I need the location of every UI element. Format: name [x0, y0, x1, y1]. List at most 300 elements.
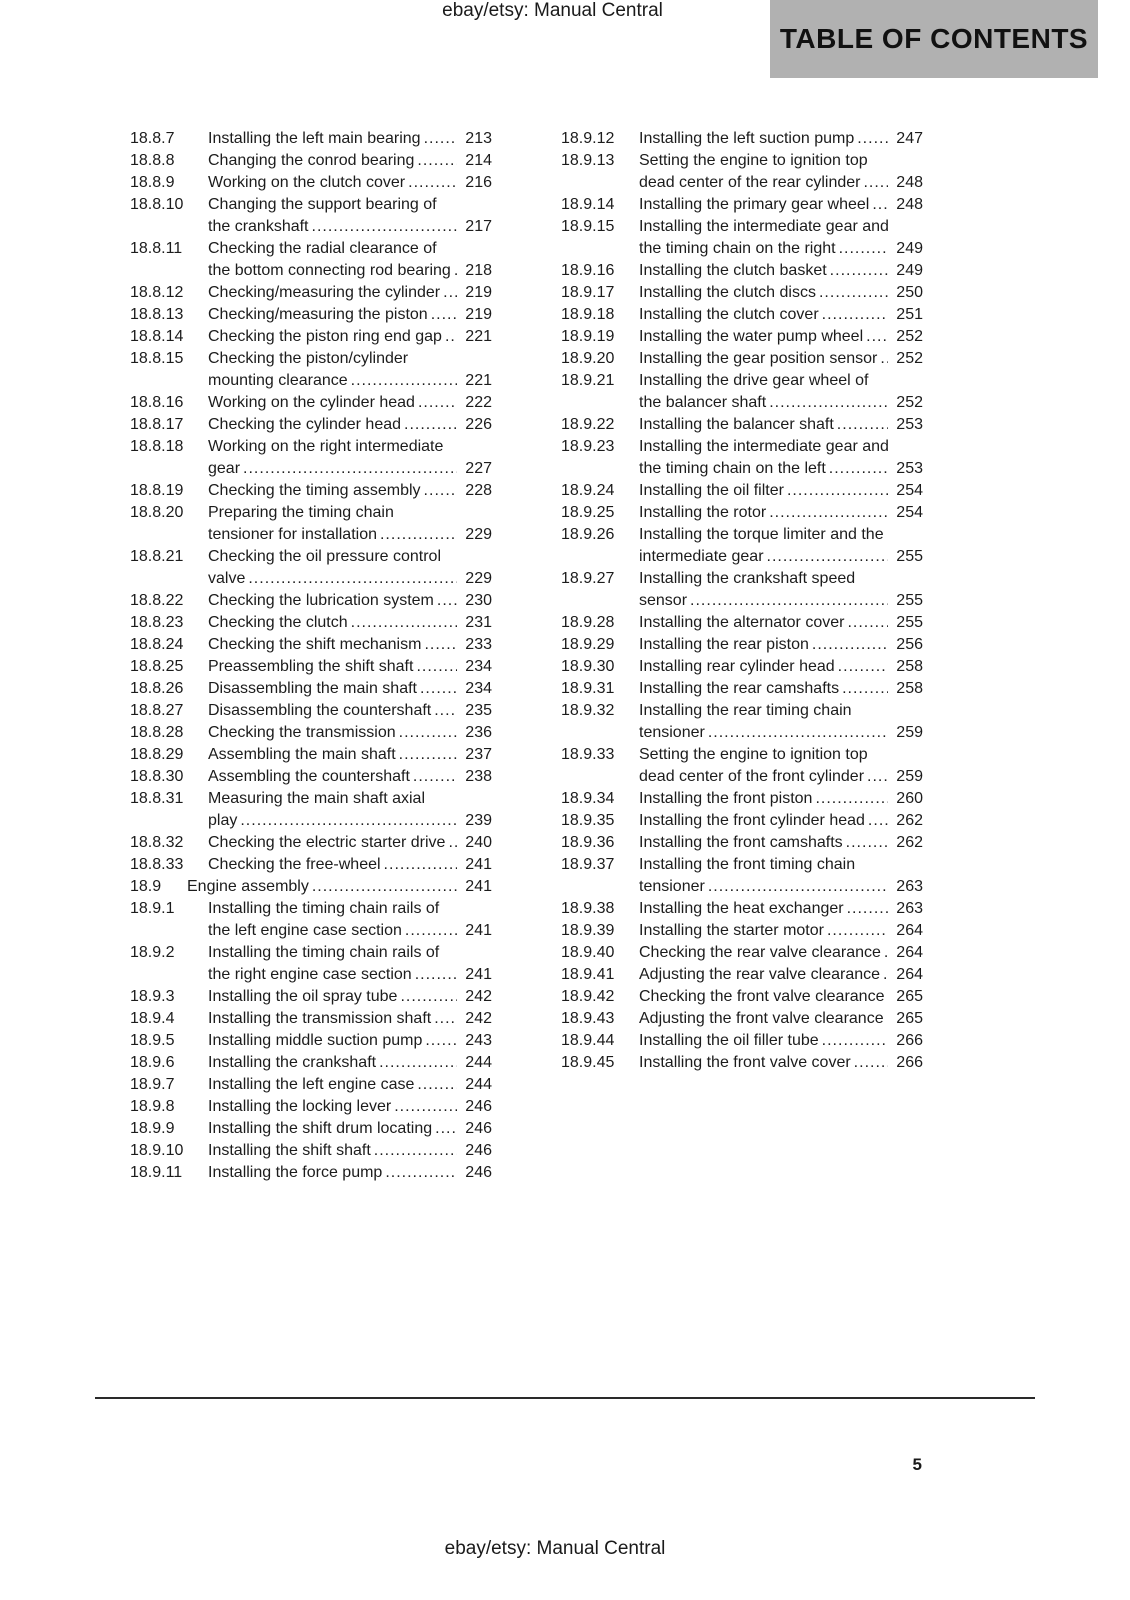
toc-entry	[130, 942, 492, 986]
toc-entry-body	[639, 898, 923, 920]
toc-entry-title: Assembling the countershaft	[208, 768, 410, 785]
toc-entry	[130, 414, 492, 436]
toc-column-right	[561, 128, 923, 1074]
toc-entry-number: 18.9.42	[561, 988, 615, 1005]
toc-entry-page: 234	[457, 656, 492, 678]
toc-entry-number: 18.9.34	[561, 790, 615, 807]
toc-entry-page: 255	[888, 590, 923, 612]
toc-entry	[561, 502, 923, 524]
toc-entry	[130, 194, 492, 238]
toc-entry-body	[208, 546, 492, 590]
toc-entry-title: Checking/measuring the cylinder	[208, 284, 441, 301]
toc-entry-body	[639, 700, 923, 744]
toc-entry-body	[208, 1030, 492, 1052]
toc-entry-number: 18.9.11	[130, 1164, 183, 1181]
toc-entry-title: Installing the front camshafts	[639, 834, 843, 851]
toc-entry	[130, 612, 492, 634]
toc-entry	[561, 436, 923, 480]
toc-entry-body	[208, 678, 492, 700]
toc-entry-title: Checking the transmission	[208, 724, 396, 741]
toc-entry-body	[639, 744, 923, 788]
toc-entry-title: Installing the left main bearing	[208, 130, 421, 147]
toc-entry-title: Installing the rear camshafts	[639, 680, 840, 697]
toc-entry-number: 18.9.27	[561, 570, 615, 587]
toc-entry	[130, 986, 492, 1008]
toc-entry-page: 229	[457, 524, 492, 546]
toc-entry-body	[639, 304, 923, 326]
toc-entry-title: Checking the radial clearance of the bottom connecting rod bearing	[208, 240, 451, 279]
toc-entry	[130, 392, 492, 414]
toc-entry	[561, 810, 923, 832]
toc-entry-body	[639, 370, 923, 414]
toc-entry-body	[208, 942, 492, 986]
toc-entry-title: Engine assembly	[187, 878, 309, 895]
toc-entry-number: 18.9.38	[561, 900, 615, 917]
toc-entry-body	[639, 832, 923, 854]
toc-entry-title: Installing the rear timing chain tensioner	[639, 702, 852, 741]
toc-entry-page: 240	[457, 832, 492, 854]
toc-entry-number: 18.9.39	[561, 922, 615, 939]
toc-entry-page: 264	[888, 920, 923, 942]
page-title: TABLE OF CONTENTS	[779, 23, 1089, 54]
toc-entry-number: 18.9.4	[130, 1010, 175, 1027]
toc-entry-body	[208, 172, 492, 194]
toc-entry-number: 18.8.18	[130, 438, 184, 455]
toc-entry-title: Installing the torque limiter and the intermediate gear	[639, 526, 884, 565]
toc-entry-number: 18.8.23	[130, 614, 184, 631]
toc-entry-number: 18.9.10	[130, 1142, 184, 1159]
toc-entry	[561, 964, 923, 986]
toc-entry	[561, 304, 923, 326]
toc-entry	[130, 700, 492, 722]
toc-entry	[561, 260, 923, 282]
toc-entry-body	[208, 656, 492, 678]
toc-entry-number: 18.8.13	[130, 306, 184, 323]
toc-entry-body	[208, 414, 492, 436]
toc-entry-body	[208, 788, 492, 832]
toc-entry-page: 253	[888, 414, 923, 436]
toc-entry-title: Installing the front cylinder head	[639, 812, 865, 829]
toc-entry-number: 18.9.14	[561, 196, 615, 213]
toc-entry-title: Installing the oil filler tube	[639, 1032, 819, 1049]
toc-entry-page: 256	[888, 634, 923, 656]
toc-entry-page: 246	[457, 1096, 492, 1118]
toc-entry-body	[639, 788, 923, 810]
toc-entry-page: 213	[457, 128, 492, 150]
toc-entry-body	[639, 964, 923, 986]
toc-entry	[130, 1008, 492, 1030]
toc-entry-body	[208, 1008, 492, 1030]
toc-entry	[561, 370, 923, 414]
toc-entry-body	[639, 942, 923, 964]
toc-entry-title: Installing the left engine case	[208, 1076, 415, 1093]
toc-entry-number: 18.8.9	[130, 174, 175, 191]
toc-entry-page: 219	[457, 282, 492, 304]
toc-entry-title: Checking the clutch	[208, 614, 348, 631]
toc-entry-number: 18.9.19	[561, 328, 615, 345]
toc-entry	[130, 766, 492, 788]
toc-entry-page: 254	[888, 502, 923, 524]
toc-entry-number: 18.9.35	[561, 812, 615, 829]
toc-entry-title: Installing the rotor	[639, 504, 767, 521]
toc-entry-title: Installing the intermediate gear and the timing chain on the right	[639, 218, 889, 257]
toc-entry-page: 262	[888, 810, 923, 832]
toc-entry-body	[187, 876, 492, 898]
toc-entry	[561, 524, 923, 568]
toc-entry-number: 18.9.12	[561, 130, 615, 147]
toc-entry-body	[639, 1052, 923, 1074]
toc-entry-body	[208, 1096, 492, 1118]
toc-entry-number: 18.8.21	[130, 548, 184, 565]
toc-entry-page: 238	[457, 766, 492, 788]
toc-entry	[561, 788, 923, 810]
toc-entry-page: 226	[457, 414, 492, 436]
toc-entry-title: Installing the drive gear wheel of the balancer shaft	[639, 372, 869, 411]
toc-entry-title: Preparing the timing chain tensioner for installation	[208, 504, 394, 543]
toc-entry-number: 18.9.17	[561, 284, 615, 301]
toc-entry-number: 18.9.30	[561, 658, 615, 675]
toc-entry-title: Installing the timing chain rails of the right engine case section	[208, 944, 440, 983]
toc-entry-body	[208, 854, 492, 876]
toc-entry-title: Installing the crankshaft	[208, 1054, 377, 1071]
toc-entry-number: 18.8.8	[130, 152, 175, 169]
toc-entry	[130, 634, 492, 656]
toc-entry-page: 252	[888, 326, 923, 348]
toc-entry-number: 18.8.11	[130, 240, 183, 257]
toc-entry-number: 18.9.5	[130, 1032, 175, 1049]
toc-entry-number: 18.9	[130, 878, 162, 895]
toc-entry	[561, 326, 923, 348]
toc-entry-page: 265	[888, 1008, 923, 1030]
toc-entry-number: 18.9.28	[561, 614, 615, 631]
toc-entry-number: 18.9.16	[561, 262, 615, 279]
toc-entry-page: 236	[457, 722, 492, 744]
toc-entry-title: Installing the clutch cover	[639, 306, 819, 323]
toc-entry-page: 246	[457, 1118, 492, 1140]
toc-entry	[561, 1030, 923, 1052]
toc-entry-body	[639, 810, 923, 832]
toc-entry-number: 18.8.22	[130, 592, 184, 609]
toc-entry-page: 244	[457, 1052, 492, 1074]
toc-entry-title: Installing the oil spray tube	[208, 988, 398, 1005]
toc-entry-number: 18.8.7	[130, 130, 175, 147]
toc-entry-number: 18.8.19	[130, 482, 184, 499]
toc-entry	[561, 612, 923, 634]
toc-entry-number: 18.9.29	[561, 636, 615, 653]
toc-entry-number: 18.9.3	[130, 988, 175, 1005]
toc-entry-title: Installing the shift drum locating	[208, 1120, 433, 1137]
toc-entry-body	[208, 1074, 492, 1096]
toc-entry-title: Setting the engine to ignition top dead center of the rear cylinder	[639, 152, 868, 191]
toc-entry-number: 18.9.13	[561, 152, 615, 169]
toc-entry-page: 263	[888, 898, 923, 920]
toc-entry-title: Installing the locking lever	[208, 1098, 392, 1115]
toc-entry-number: 18.9.1	[130, 900, 175, 917]
toc-entry-title: Installing the primary gear wheel	[639, 196, 870, 213]
toc-entry-page: 253	[888, 458, 923, 480]
toc-entry-page: 248	[888, 172, 923, 194]
toc-entry-number: 18.9.20	[561, 350, 615, 367]
toc-entry-page: 260	[888, 788, 923, 810]
toc-entry	[130, 172, 492, 194]
toc-entry-body	[639, 678, 923, 700]
toc-entry-number: 18.9.37	[561, 856, 615, 873]
toc-entry-title: Installing rear cylinder head	[639, 658, 835, 675]
toc-entry-number: 18.8.16	[130, 394, 184, 411]
toc-entry-body	[208, 722, 492, 744]
toc-entry	[130, 678, 492, 700]
toc-entry-number: 18.9.15	[561, 218, 615, 235]
toc-entry	[130, 1140, 492, 1162]
toc-entry-page: 227	[457, 458, 492, 480]
toc-entry-number: 18.9.26	[561, 526, 615, 543]
toc-entry-number: 18.9.25	[561, 504, 615, 521]
toc-entry	[130, 282, 492, 304]
toc-entry	[130, 1030, 492, 1052]
toc-entry-number: 18.8.27	[130, 702, 184, 719]
toc-entry-page: 243	[457, 1030, 492, 1052]
toc-entry	[130, 1118, 492, 1140]
toc-entry	[561, 832, 923, 854]
toc-entry-body	[208, 612, 492, 634]
toc-entry	[130, 480, 492, 502]
toc-entry-body	[639, 216, 923, 260]
toc-entry-title: Adjusting the front valve clearance	[639, 1010, 884, 1027]
toc-entry-page: 249	[888, 238, 923, 260]
toc-entry	[561, 678, 923, 700]
toc-entry-page: 241	[457, 876, 492, 898]
toc-entry-page: 244	[457, 1074, 492, 1096]
toc-entry-number: 18.9.6	[130, 1054, 175, 1071]
toc-entry	[130, 722, 492, 744]
toc-entry-number: 18.9.18	[561, 306, 615, 323]
toc-entry-page: 266	[888, 1052, 923, 1074]
toc-entry	[561, 568, 923, 612]
toc-entry	[561, 1052, 923, 1074]
toc-entry-number: 18.8.12	[130, 284, 184, 301]
toc-entry-title: Checking the lubrication system	[208, 592, 434, 609]
toc-entry-body	[208, 480, 492, 502]
toc-entry-page: 218	[457, 260, 492, 282]
toc-entry-page: 221	[457, 326, 492, 348]
toc-entry-body	[639, 1008, 923, 1030]
toc-entry	[561, 942, 923, 964]
toc-entry	[561, 194, 923, 216]
toc-entry-page: 246	[457, 1162, 492, 1184]
toc-entry-number: 18.8.33	[130, 856, 184, 873]
toc-entry-number: 18.8.17	[130, 416, 184, 433]
toc-entry	[130, 1052, 492, 1074]
toc-entry-page: 252	[888, 392, 923, 414]
toc-entry-number: 18.9.31	[561, 680, 615, 697]
toc-entry	[130, 348, 492, 392]
toc-entry-page: 255	[888, 612, 923, 634]
toc-entry-body	[208, 1118, 492, 1140]
toc-entry	[561, 854, 923, 898]
toc-entry-body	[208, 392, 492, 414]
toc-entry-title: Installing the shift shaft	[208, 1142, 371, 1159]
toc-entry-title: Installing the clutch discs	[639, 284, 816, 301]
toc-entry	[561, 128, 923, 150]
toc-entry-page: 258	[888, 678, 923, 700]
toc-entry	[130, 832, 492, 854]
toc-entry-title: Installing the left suction pump	[639, 130, 855, 147]
toc-entry-body	[639, 656, 923, 678]
toc-entry-title: Working on the clutch cover	[208, 174, 406, 191]
toc-entry	[130, 150, 492, 172]
page-number: 5	[912, 1455, 922, 1474]
toc-entry-body	[639, 150, 923, 194]
toc-entry	[130, 1074, 492, 1096]
toc-entry-page: 250	[888, 282, 923, 304]
toc-entry	[561, 744, 923, 788]
toc-entry-body	[208, 766, 492, 788]
toc-entry-number: 18.8.31	[130, 790, 184, 807]
toc-entry-body	[639, 1030, 923, 1052]
toc-entry-title: Checking the rear valve clearance	[639, 944, 881, 961]
toc-entry-title: Installing the timing chain rails of the left engine case section	[208, 900, 440, 939]
toc-entry	[130, 1096, 492, 1118]
toc-entry-page: 254	[888, 480, 923, 502]
toc-entry	[130, 546, 492, 590]
toc-entry-number: 18.8.32	[130, 834, 184, 851]
toc-entry-title: Installing middle suction pump	[208, 1032, 423, 1049]
toc-entry-body	[639, 634, 923, 656]
toc-entry-page: 235	[457, 700, 492, 722]
toc-entry-title: Installing the alternator cover	[639, 614, 845, 631]
toc-entry-number: 18.8.10	[130, 196, 184, 213]
toc-entry-body	[639, 920, 923, 942]
toc-entry-title: Installing the oil filter	[639, 482, 784, 499]
toc-entry-title: Installing the front piston	[639, 790, 813, 807]
toc-entry-title: Installing the front valve cover	[639, 1054, 851, 1071]
toc-entry-title: Installing the front timing chain tensioner	[639, 856, 856, 895]
toc-entry	[130, 502, 492, 546]
toc-entry	[561, 480, 923, 502]
toc-entry-title: Measuring the main shaft axial play	[208, 790, 425, 829]
toc-entry	[561, 150, 923, 194]
toc-entry-page: 239	[457, 810, 492, 832]
toc-entry-number: 18.9.2	[130, 944, 175, 961]
toc-entry	[561, 634, 923, 656]
toc-entry-title: Checking the cylinder head	[208, 416, 402, 433]
toc-entry-title: Working on the cylinder head	[208, 394, 415, 411]
toc-entry-number: 18.9.24	[561, 482, 615, 499]
toc-entry	[130, 590, 492, 612]
toc-entry-number: 18.9.33	[561, 746, 615, 763]
toc-entry-body	[639, 414, 923, 436]
toc-entry-page: 251	[888, 304, 923, 326]
toc-entry-page: 265	[888, 986, 923, 1008]
top-watermark: ebay/etsy: Manual Central	[442, 0, 663, 21]
toc-entry-page: 266	[888, 1030, 923, 1052]
toc-entry-page: 247	[888, 128, 923, 150]
toc-entry-number: 18.9.22	[561, 416, 615, 433]
toc-entry-number: 18.9.9	[130, 1120, 175, 1137]
toc-entry-title: Installing the force pump	[208, 1164, 383, 1181]
toc-entry-body	[639, 524, 923, 568]
toc-entry	[561, 348, 923, 370]
toc-entry-body	[639, 480, 923, 502]
toc-entry-body	[208, 304, 492, 326]
toc-entry	[130, 304, 492, 326]
toc-entry	[130, 788, 492, 832]
toc-entry-page: 219	[457, 304, 492, 326]
toc-entry-body	[208, 326, 492, 348]
toc-entry	[561, 414, 923, 436]
toc-entry-body	[639, 986, 923, 1008]
toc-entry	[130, 238, 492, 282]
toc-entry-page: 241	[457, 854, 492, 876]
toc-entry-number: 18.9.32	[561, 702, 615, 719]
toc-entry-title: Installing the crankshaft speed sensor	[639, 570, 856, 609]
toc-entry-body	[639, 282, 923, 304]
toc-entry-page: 252	[888, 348, 923, 370]
toc-entry-body	[208, 282, 492, 304]
bottom-watermark: ebay/etsy: Manual Central	[444, 1538, 666, 1559]
toc-entry-body	[639, 436, 923, 480]
toc-entry-body	[208, 348, 492, 392]
toc-entry-page: 241	[457, 920, 492, 942]
toc-entry-body	[208, 238, 492, 282]
toc-entry	[130, 744, 492, 766]
toc-entry	[130, 876, 492, 898]
toc-entry-page: 234	[457, 678, 492, 700]
toc-entry-title: Checking the free-wheel	[208, 856, 381, 873]
toc-entry-body	[639, 326, 923, 348]
toc-entry-page: 228	[457, 480, 492, 502]
toc-entry-number: 18.8.15	[130, 350, 184, 367]
toc-entry-title: Installing the gear position sensor	[639, 350, 878, 367]
toc-entry-number: 18.9.45	[561, 1054, 615, 1071]
toc-entry-title: Changing the support bearing of the crankshaft	[208, 196, 437, 235]
toc-entry-number: 18.8.20	[130, 504, 184, 521]
toc-entry-body	[208, 128, 492, 150]
toc-entry	[130, 898, 492, 942]
toc-entry-number: 18.9.23	[561, 438, 615, 455]
toc-entry-body	[639, 348, 923, 370]
toc-entry-page: 217	[457, 216, 492, 238]
toc-entry-title: Installing the starter motor	[639, 922, 824, 939]
toc-entry-number: 18.9.43	[561, 1010, 615, 1027]
toc-entry	[130, 128, 492, 150]
toc-columns	[130, 128, 923, 1184]
toc-entry-title: Checking the shift mechanism	[208, 636, 422, 653]
toc-entry-page: 237	[457, 744, 492, 766]
footer-rule	[95, 1397, 1035, 1399]
toc-entry-body	[639, 260, 923, 282]
toc-entry-page: 216	[457, 172, 492, 194]
toc-entry-title: Checking the timing assembly	[208, 482, 421, 499]
toc-entry-title: Checking/measuring the piston	[208, 306, 428, 323]
toc-entry-title: Working on the right intermediate gear	[208, 438, 444, 477]
toc-entry-body	[208, 502, 492, 546]
toc-entry-title: Checking the electric starter drive	[208, 834, 446, 851]
toc-entry	[130, 436, 492, 480]
toc-entry-number: 18.8.25	[130, 658, 184, 675]
toc-entry-page: 258	[888, 656, 923, 678]
toc-entry-page: 242	[457, 1008, 492, 1030]
toc-entry-page: 229	[457, 568, 492, 590]
toc-entry-page: 246	[457, 1140, 492, 1162]
toc-entry-number: 18.9.21	[561, 372, 615, 389]
toc-entry-number: 18.9.40	[561, 944, 615, 961]
toc-entry-page: 263	[888, 876, 923, 898]
toc-entry-number: 18.8.24	[130, 636, 184, 653]
toc-entry-title: Installing the balancer shaft	[639, 416, 834, 433]
toc-entry-page: 249	[888, 260, 923, 282]
toc-entry-body	[208, 744, 492, 766]
